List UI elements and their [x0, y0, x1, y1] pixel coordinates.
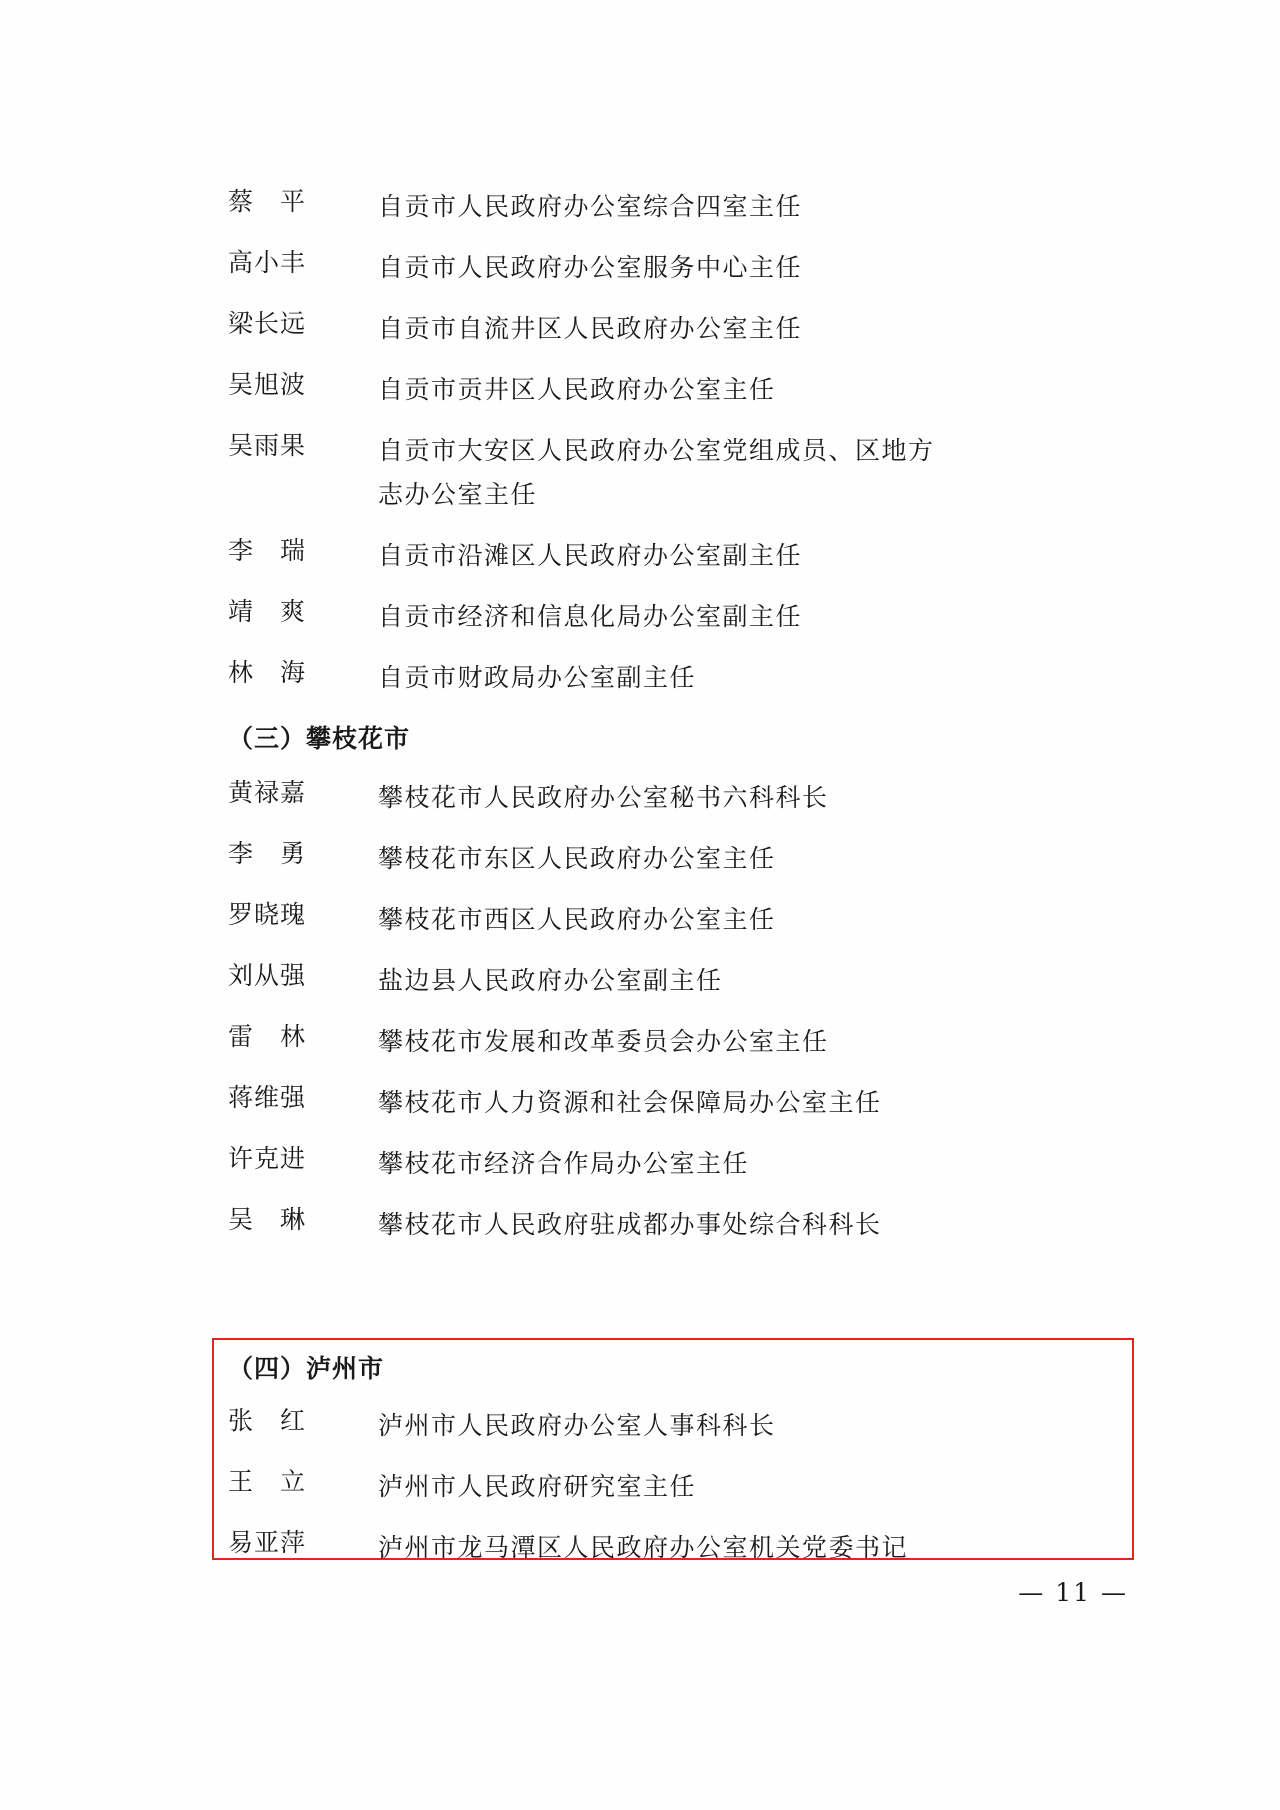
person-name: 梁长远: [228, 309, 307, 338]
list-item: [228, 959, 1108, 1003]
list-item: [228, 246, 1108, 290]
entry-group-luzhou: [228, 1352, 1118, 1587]
list-item: [228, 1203, 1108, 1247]
list-item: [228, 776, 1108, 820]
list-item: [228, 1142, 1108, 1186]
list-item: [228, 1465, 1118, 1509]
entry-group-panzhihua: [228, 722, 1108, 1247]
list-item: [228, 1404, 1118, 1448]
person-title: 攀枝花市经济合作局办公室主任: [378, 1149, 750, 1178]
person-title: 自贡市自流井区人民政府办公室主任: [378, 314, 803, 343]
list-item: [228, 1081, 1108, 1125]
person-name: 靖 爽: [228, 597, 307, 626]
person-title: 自贡市经济和信息化局办公室副主任: [378, 602, 803, 631]
list-item: [228, 368, 1108, 412]
person-title: 自贡市人民政府办公室服务中心主任: [378, 253, 803, 282]
person-title: 自贡市沿滩区人民政府办公室副主任: [378, 541, 803, 570]
person-name: 高小丰: [228, 248, 307, 277]
person-name: 吴 琳: [228, 1205, 307, 1234]
person-name: 蔡 平: [228, 187, 307, 216]
person-name: 罗晓瑰: [228, 900, 307, 929]
person-name: 李 瑞: [228, 536, 307, 565]
person-name: 张 红: [228, 1406, 307, 1435]
document-body: [228, 185, 1108, 1264]
list-item: [228, 429, 1108, 517]
person-title: 自贡市大安区人民政府办公室党组成员、区地方 志办公室主任: [378, 436, 935, 509]
person-title: 自贡市财政局办公室副主任: [378, 663, 697, 692]
person-name: 雷 林: [228, 1022, 307, 1051]
section-heading: （三）攀枝花市: [228, 724, 411, 753]
person-title: 泸州市人民政府研究室主任: [378, 1472, 697, 1501]
person-title: 盐边县人民政府办公室副主任: [378, 966, 723, 995]
person-title: 攀枝花市西区人民政府办公室主任: [378, 905, 776, 934]
person-title: 泸州市龙马潭区人民政府办公室机关党委书记: [378, 1533, 909, 1562]
list-item: [228, 307, 1108, 351]
person-title: 攀枝花市人民政府驻成都办事处综合科科长: [378, 1210, 882, 1239]
person-name: 吴雨果: [228, 431, 307, 460]
person-title: 泸州市人民政府办公室人事科科长: [378, 1411, 776, 1440]
person-name: 王 立: [228, 1467, 307, 1496]
person-name: 吴旭波: [228, 370, 307, 399]
list-item: [228, 837, 1108, 881]
person-name: 林 海: [228, 658, 307, 687]
person-title: 攀枝花市人民政府办公室秘书六科科长: [378, 783, 829, 812]
entry-group-zigong: [228, 185, 1108, 700]
person-title: 自贡市贡井区人民政府办公室主任: [378, 375, 776, 404]
person-name: 黄禄嘉: [228, 778, 307, 807]
person-title: 攀枝花市人力资源和社会保障局办公室主任: [378, 1088, 882, 1117]
person-name: 李 勇: [228, 839, 307, 868]
page-number: — 11 —: [1018, 1578, 1128, 1607]
person-title: 攀枝花市发展和改革委员会办公室主任: [378, 1027, 829, 1056]
list-item: [228, 656, 1108, 700]
person-title: 自贡市人民政府办公室综合四室主任: [378, 192, 803, 221]
person-name: 易亚萍: [228, 1528, 307, 1557]
list-item: [228, 898, 1108, 942]
list-item: [228, 185, 1108, 229]
list-item: [228, 1020, 1108, 1064]
section-heading: （四）泸州市: [228, 1354, 385, 1383]
list-item: [228, 595, 1108, 639]
person-name: 刘从强: [228, 961, 307, 990]
person-title: 攀枝花市东区人民政府办公室主任: [378, 844, 776, 873]
list-item: [228, 1526, 1118, 1570]
list-item: [228, 534, 1108, 578]
person-name: 蒋维强: [228, 1083, 307, 1112]
person-name: 许克进: [228, 1144, 307, 1173]
